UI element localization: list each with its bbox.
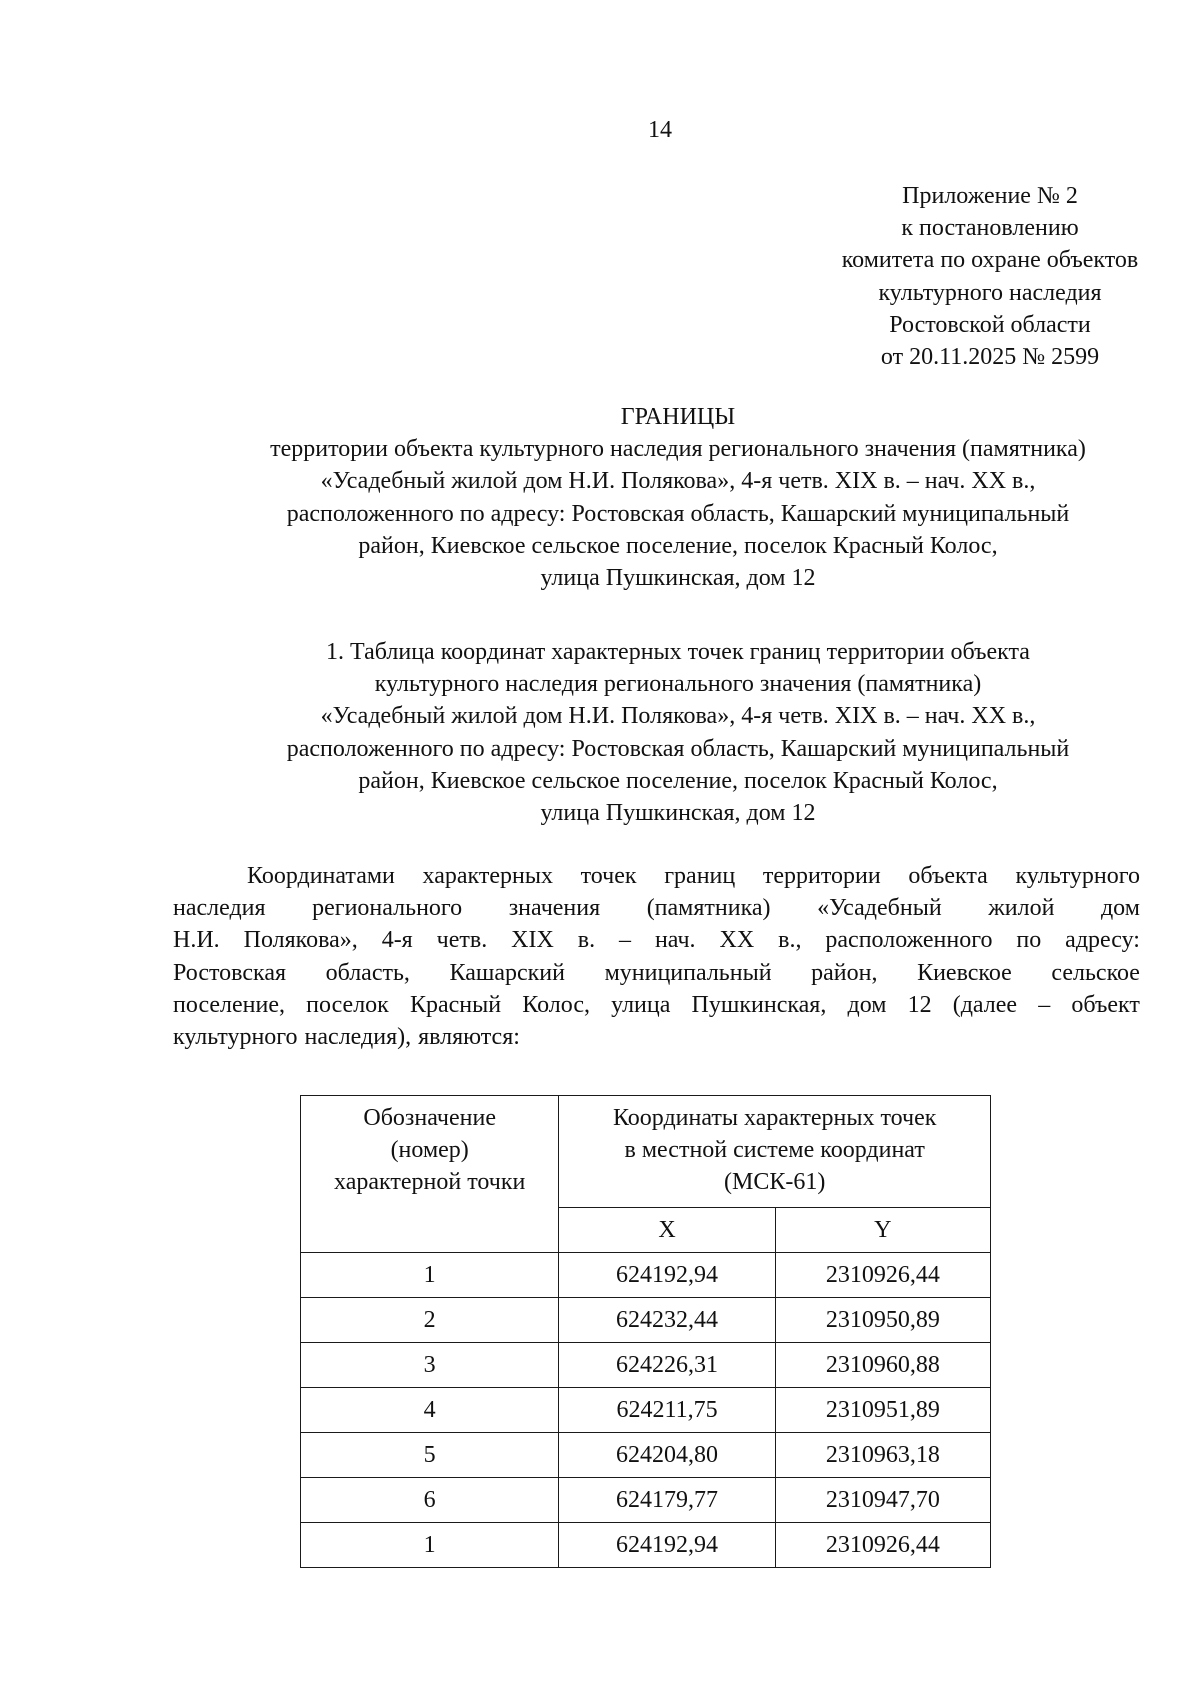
x-coordinate-cell: 624204,80	[559, 1433, 775, 1478]
paragraph-word: муниципальный	[604, 959, 772, 986]
paragraph-word: адресу:	[1065, 927, 1140, 954]
paragraph-word: четв.	[436, 927, 488, 954]
paragraph-word: Координатами	[247, 863, 395, 889]
header-line: Обозначение	[363, 1105, 496, 1131]
table-row	[301, 1253, 991, 1298]
x-coordinate-cell: 624226,31	[559, 1343, 775, 1388]
paragraph-word: территории	[762, 863, 881, 889]
heading-line: улица Пушкинская, дом 12	[540, 565, 816, 592]
header-line: в местной системе координат	[624, 1137, 925, 1163]
x-coordinate-cell: 624179,77	[559, 1478, 775, 1523]
heading-line: территории объекта культурного наследия регионального значения (памятника)	[270, 436, 1086, 463]
paragraph-word: «Усадебный	[817, 895, 942, 922]
y-coordinate-cell: 2310947,70	[775, 1478, 990, 1523]
y-header: Y	[775, 1208, 990, 1253]
coordinates-table	[300, 1095, 991, 1568]
section-title-line: культурного наследия регионального значения (памятника)	[374, 671, 982, 698]
paragraph-word: 4-я	[381, 927, 413, 954]
paragraph-word: наследия	[173, 895, 266, 922]
appendix-line: комитета по охране объектов	[841, 247, 1139, 274]
heading-title: ГРАНИЦЫ	[620, 404, 736, 430]
paragraph-word: Полякова»,	[243, 927, 358, 954]
paragraph-word: Киевское	[917, 959, 1012, 986]
section-title	[158, 636, 1198, 829]
appendix-line: культурного наследия	[878, 279, 1102, 306]
paragraph-word: культурного	[1015, 863, 1140, 889]
table-row	[301, 1343, 991, 1388]
paragraph-word: –	[1038, 991, 1051, 1018]
body-paragraph	[173, 860, 1140, 1053]
paragraph-line	[173, 924, 1140, 956]
paragraph-word: 12	[907, 991, 932, 1018]
appendix-line: от 20.11.2025 № 2599	[880, 344, 1100, 371]
appendix-line: Ростовской области	[889, 311, 1091, 338]
x-coordinate-cell: 624211,75	[559, 1388, 775, 1433]
heading-line: «Усадебный жилой дом Н.И. Полякова», 4-я четв. XIX в. – нач. XX в.,	[320, 468, 1036, 495]
paragraph-line	[173, 1021, 1140, 1053]
heading-line: район, Киевское сельское поселение, поселок Красный Колос,	[358, 532, 998, 559]
section-title-line: 1. Таблица координат характерных точек границ территории объекта	[326, 639, 1030, 665]
section-title-line: расположенного по адресу: Ростовская область, Кашарский муниципальный	[286, 735, 1070, 762]
header-line: Координаты характерных точек	[612, 1105, 937, 1131]
table-row	[301, 1478, 991, 1523]
appendix-line: к постановлению	[901, 215, 1079, 242]
paragraph-word: Н.И.	[173, 927, 220, 954]
point-number-cell: 4	[301, 1388, 559, 1433]
point-label-header	[301, 1096, 559, 1253]
paragraph-word: (памятника)	[646, 895, 771, 922]
paragraph-word: Колос,	[522, 991, 590, 1018]
paragraph-word: поселок	[306, 991, 389, 1018]
paragraph-word: Кашарский	[449, 959, 565, 986]
section-title-line: район, Киевское сельское поселение, поселок Красный Колос,	[358, 767, 998, 794]
paragraph-word: область,	[325, 959, 410, 986]
paragraph-word: Красный	[409, 991, 502, 1018]
boundaries-heading	[158, 401, 1198, 594]
x-coordinate-cell: 624192,94	[559, 1253, 775, 1298]
table-row	[301, 1433, 991, 1478]
paragraph-word: в.,	[778, 927, 802, 954]
header-line: (номер)	[390, 1137, 469, 1163]
table-row	[301, 1523, 991, 1568]
x-coordinate-cell: 624232,44	[559, 1298, 775, 1343]
point-number-cell: 3	[301, 1343, 559, 1388]
paragraph-word: расположенного	[825, 927, 993, 954]
point-number-cell: 1	[301, 1253, 559, 1298]
paragraph-word: границ	[664, 863, 736, 889]
page-number: 14	[648, 117, 672, 143]
paragraph-word: объект	[1071, 991, 1140, 1018]
paragraph-word: дом	[847, 991, 887, 1018]
y-coordinate-cell: 2310926,44	[775, 1253, 990, 1298]
paragraph-word: нач.	[654, 927, 696, 954]
appendix-line: Приложение № 2	[902, 183, 1078, 209]
paragraph-word: поселение,	[173, 991, 286, 1018]
header-line: характерной точки	[334, 1169, 526, 1195]
paragraph-word: культурного	[173, 1023, 298, 1050]
paragraph-word: точек	[580, 863, 637, 889]
paragraph-word: регионального	[312, 895, 463, 922]
paragraph-word: Ростовская	[173, 959, 287, 986]
section-title-line: «Усадебный жилой дом Н.И. Полякова», 4-я четв. XIX в. – нач. XX в.,	[320, 703, 1036, 730]
paragraph-word: по	[1016, 927, 1042, 954]
paragraph-line	[173, 860, 1140, 892]
paragraph-word: Пушкинская,	[691, 991, 827, 1018]
y-coordinate-cell: 2310950,89	[775, 1298, 990, 1343]
paragraph-line	[173, 957, 1140, 989]
appendix-reference	[760, 180, 1200, 373]
point-number-cell: 2	[301, 1298, 559, 1343]
paragraph-word: жилой	[988, 895, 1055, 922]
x-header: X	[559, 1208, 775, 1253]
paragraph-word: XX	[719, 927, 755, 954]
point-number-cell: 6	[301, 1478, 559, 1523]
y-coordinate-cell: 2310926,44	[775, 1523, 990, 1568]
table-row	[301, 1388, 991, 1433]
paragraph-word: сельское	[1051, 959, 1140, 986]
section-title-line: улица Пушкинская, дом 12	[540, 800, 816, 827]
paragraph-line	[173, 892, 1140, 924]
y-coordinate-cell: 2310960,88	[775, 1343, 990, 1388]
paragraph-word: являются:	[418, 1023, 520, 1050]
heading-line: расположенного по адресу: Ростовская область, Кашарский муниципальный	[286, 500, 1070, 527]
paragraph-line	[173, 989, 1140, 1021]
y-coordinate-cell: 2310951,89	[775, 1388, 990, 1433]
header-line: (МСК-61)	[724, 1169, 826, 1195]
x-coordinate-cell: 624192,94	[559, 1523, 775, 1568]
paragraph-word: значения	[508, 895, 601, 922]
paragraph-word: –	[619, 927, 632, 954]
paragraph-word: XIX	[511, 927, 554, 954]
paragraph-word: характерных	[422, 863, 553, 889]
point-number-cell: 1	[301, 1523, 559, 1568]
table-row	[301, 1298, 991, 1343]
point-number-cell: 5	[301, 1433, 559, 1478]
coordinates-header	[559, 1096, 991, 1208]
table-header-row	[301, 1096, 991, 1208]
paragraph-word: дом	[1100, 895, 1140, 922]
paragraph-word: улица	[611, 991, 671, 1018]
paragraph-word: район,	[811, 959, 878, 986]
paragraph-word: (далее	[952, 991, 1018, 1018]
paragraph-word: в.	[577, 927, 596, 954]
paragraph-word: объекта	[908, 863, 988, 889]
paragraph-word: наследия),	[304, 1023, 412, 1050]
y-coordinate-cell: 2310963,18	[775, 1433, 990, 1478]
